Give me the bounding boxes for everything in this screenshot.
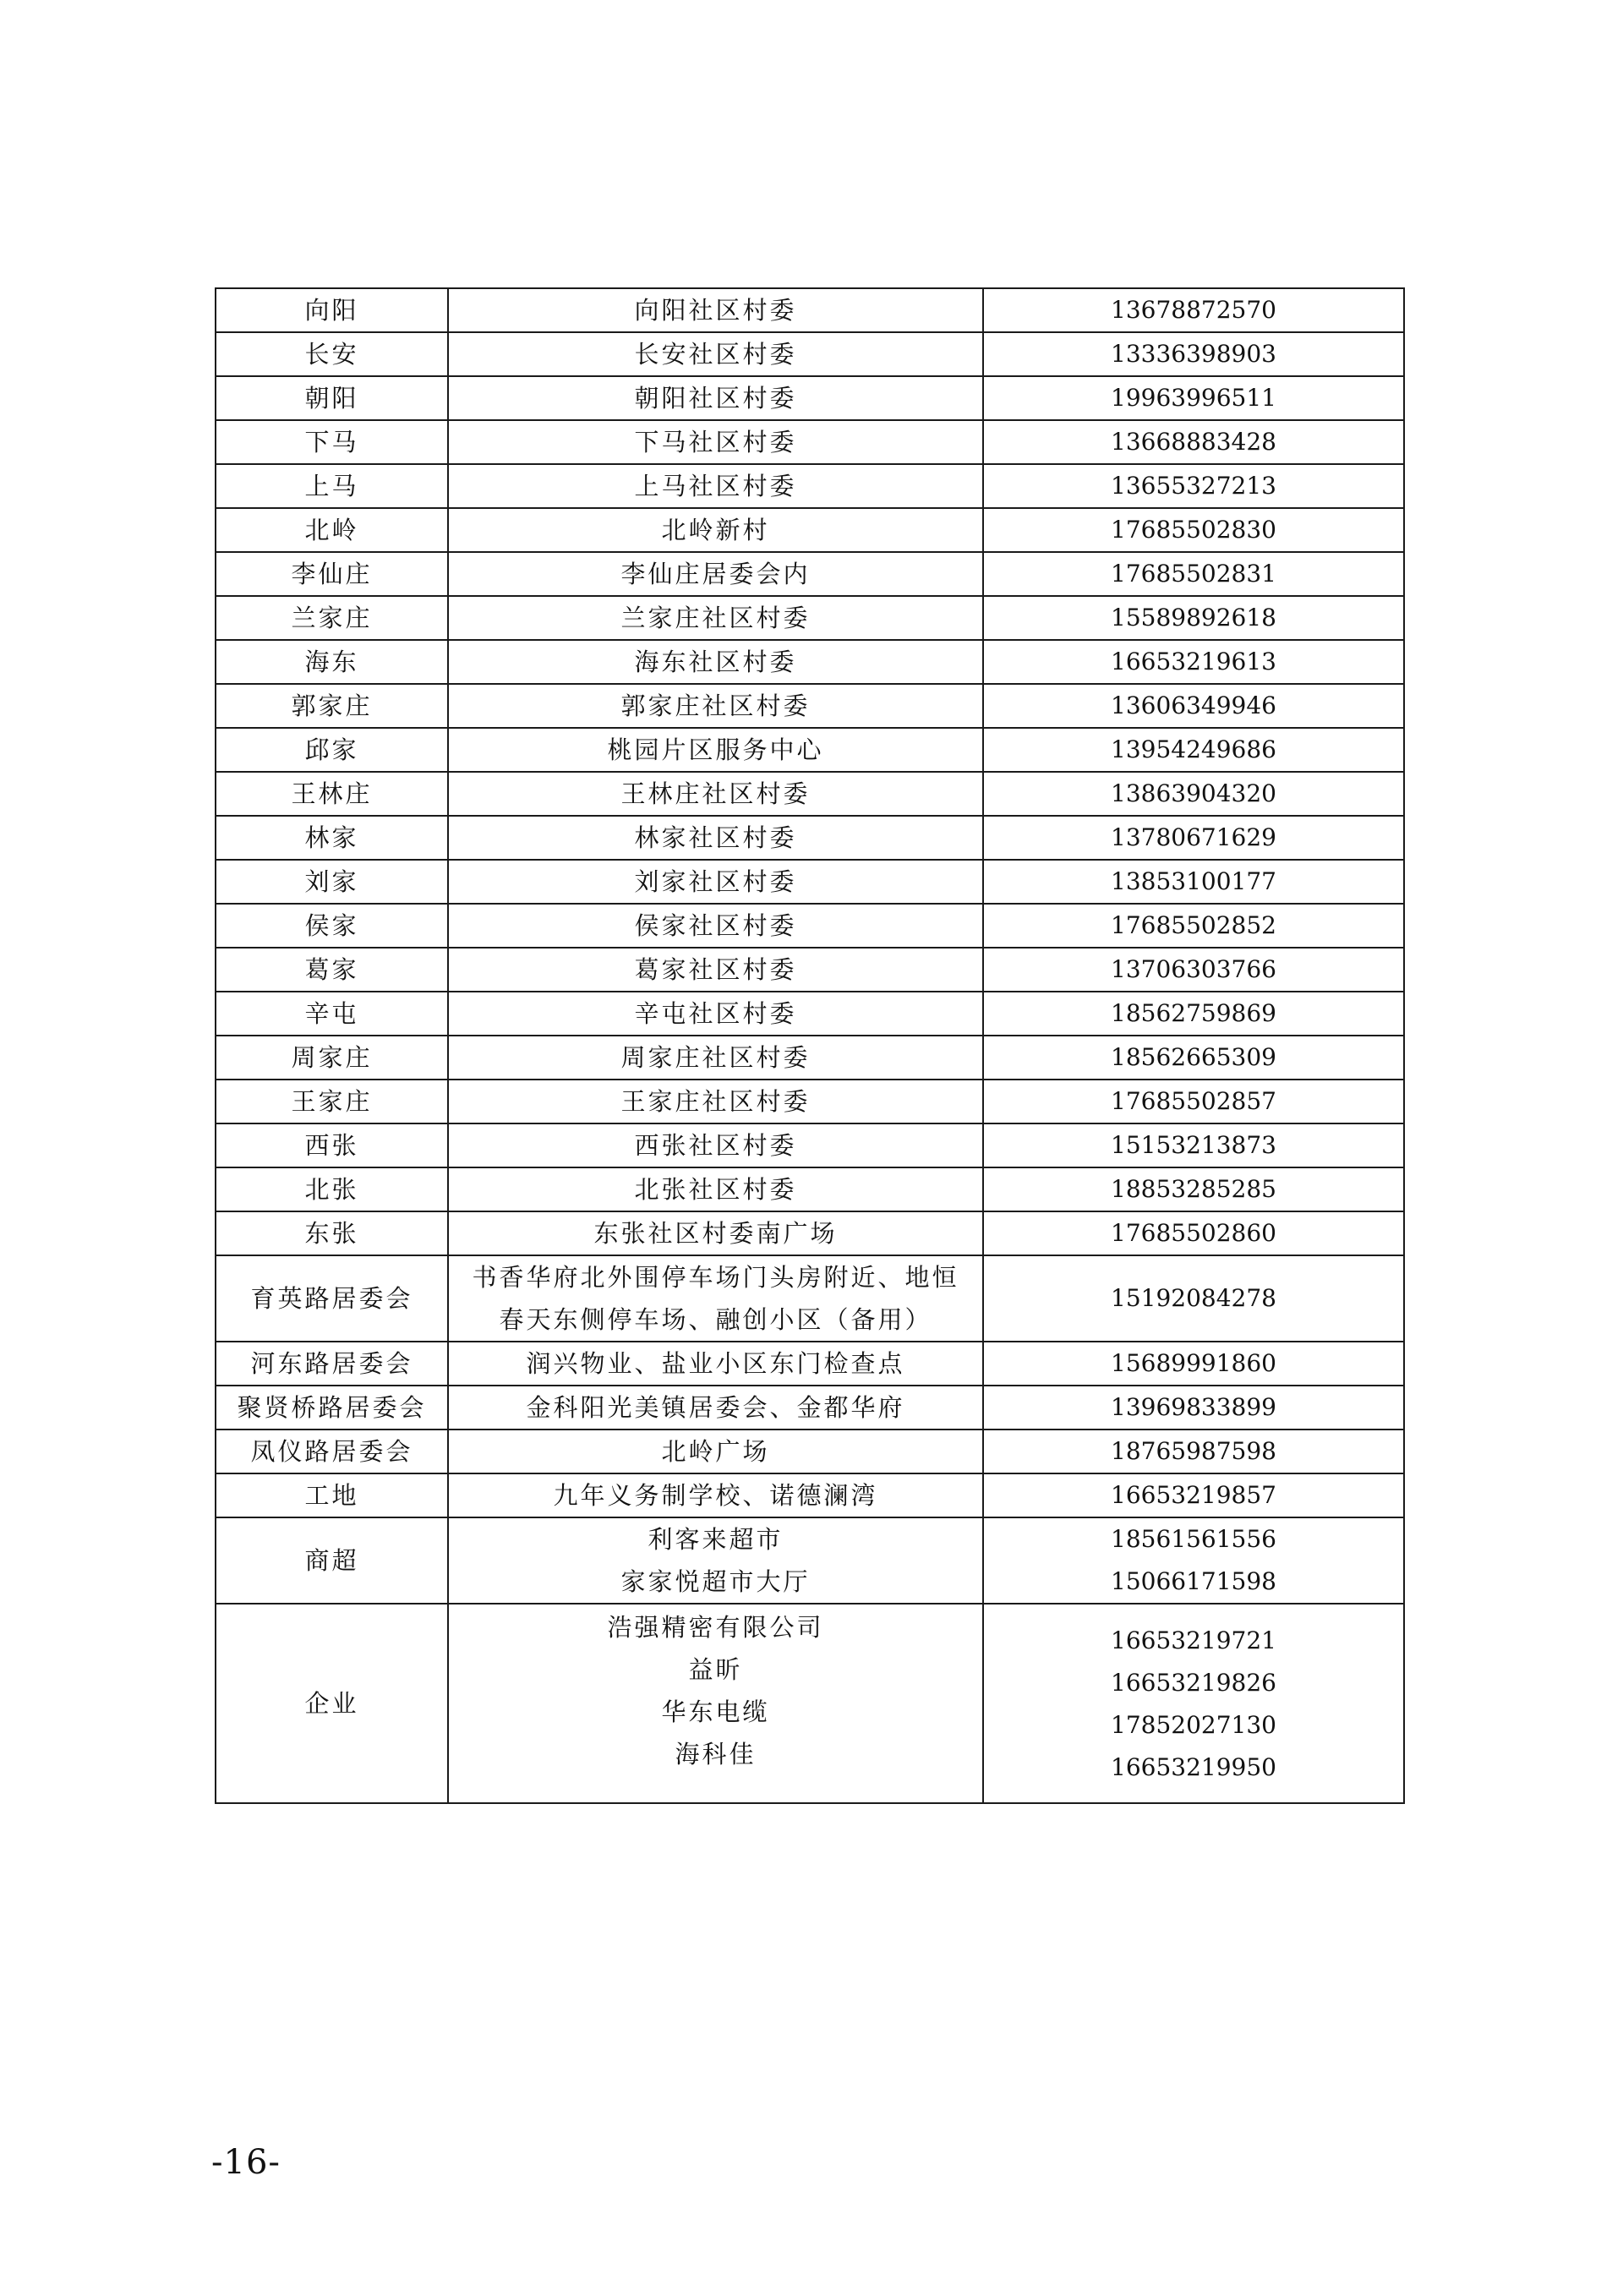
table-row (216, 816, 1404, 860)
table-row (216, 552, 1404, 596)
location-cell: 林家社区村委 (448, 816, 983, 860)
table-row (216, 596, 1404, 640)
location-line: 家家悦超市大厅 (620, 1567, 811, 1596)
area-cell: 长安 (216, 332, 448, 376)
location-cell: 王林庄社区村委 (448, 772, 983, 816)
phone-cell: 13969833899 (983, 1386, 1404, 1430)
page-number: -16- (211, 2143, 281, 2182)
location-cell: 东张社区村委南广场 (448, 1211, 983, 1255)
area-cell: 王林庄 (216, 772, 448, 816)
phone-cell: 17685502852 (983, 904, 1404, 948)
location-cell: 向阳社区村委 (448, 288, 983, 332)
table-row (216, 860, 1404, 904)
area-cell: 东张 (216, 1211, 448, 1255)
phone-cell (983, 1604, 1404, 1803)
location-cell: 北岭广场 (448, 1430, 983, 1473)
area-cell: 郭家庄 (216, 684, 448, 728)
location-cell: 刘家社区村委 (448, 860, 983, 904)
location-line: 海科佳 (675, 1740, 757, 1768)
location-cell: 辛屯社区村委 (448, 992, 983, 1036)
phone-cell: 13954249686 (983, 728, 1404, 772)
area-cell: 北张 (216, 1167, 448, 1211)
phone-cell: 13606349946 (983, 684, 1404, 728)
location-cell: 兰家庄社区村委 (448, 596, 983, 640)
location-cell: 下马社区村委 (448, 420, 983, 464)
location-cell: 李仙庄居委会内 (448, 552, 983, 596)
location-cell (448, 1604, 983, 1803)
phone-line: 15066171598 (1111, 1567, 1276, 1595)
location-cell: 北张社区村委 (448, 1167, 983, 1211)
table-row (216, 948, 1404, 992)
location-cell: 西张社区村委 (448, 1123, 983, 1167)
location-line: 春天东侧停车场、融创小区（备用） (499, 1305, 932, 1334)
table-row (216, 288, 1404, 332)
table-row (216, 1255, 1404, 1342)
location-line: 利客来超市 (648, 1525, 784, 1554)
location-line: 益昕 (688, 1655, 743, 1684)
table-row (216, 1604, 1404, 1803)
location-line: 书香华府北外围停车场门头房附近、地恒 (472, 1263, 959, 1292)
area-cell: 育英路居委会 (216, 1255, 448, 1342)
phone-cell: 19963996511 (983, 376, 1404, 420)
location-cell: 朝阳社区村委 (448, 376, 983, 420)
location-cell: 上马社区村委 (448, 464, 983, 508)
phone-cell: 13863904320 (983, 772, 1404, 816)
area-cell: 海东 (216, 640, 448, 684)
phone-cell: 13780671629 (983, 816, 1404, 860)
phone-cell: 17685502860 (983, 1211, 1404, 1255)
area-cell: 林家 (216, 816, 448, 860)
table-row (216, 1473, 1404, 1517)
table-row (216, 1386, 1404, 1430)
table-row (216, 904, 1404, 948)
table-row (216, 508, 1404, 552)
area-cell: 聚贤桥路居委会 (216, 1386, 448, 1430)
phone-cell: 13336398903 (983, 332, 1404, 376)
location-cell: 侯家社区村委 (448, 904, 983, 948)
table-row (216, 464, 1404, 508)
area-cell: 葛家 (216, 948, 448, 992)
table-row (216, 684, 1404, 728)
phone-cell: 16653219857 (983, 1473, 1404, 1517)
table-row (216, 1342, 1404, 1386)
area-cell: 上马 (216, 464, 448, 508)
table-row (216, 1430, 1404, 1473)
area-cell: 河东路居委会 (216, 1342, 448, 1386)
phone-cell: 13655327213 (983, 464, 1404, 508)
phone-cell: 18853285285 (983, 1167, 1404, 1211)
location-cell: 海东社区村委 (448, 640, 983, 684)
area-cell: 商超 (216, 1517, 448, 1604)
area-cell: 向阳 (216, 288, 448, 332)
location-cell (448, 1517, 983, 1604)
area-cell: 王家庄 (216, 1080, 448, 1123)
table-row (216, 1167, 1404, 1211)
location-cell: 王家庄社区村委 (448, 1080, 983, 1123)
location-cell: 长安社区村委 (448, 332, 983, 376)
phone-line: 17852027130 (1111, 1711, 1276, 1739)
area-cell: 李仙庄 (216, 552, 448, 596)
test-site-table (215, 287, 1405, 1804)
location-cell: 周家庄社区村委 (448, 1036, 983, 1080)
phone-cell: 15192084278 (983, 1255, 1404, 1342)
phone-cell: 13678872570 (983, 288, 1404, 332)
table-row (216, 1080, 1404, 1123)
area-cell: 侯家 (216, 904, 448, 948)
location-cell: 北岭新村 (448, 508, 983, 552)
phone-cell: 15589892618 (983, 596, 1404, 640)
area-cell: 周家庄 (216, 1036, 448, 1080)
area-cell: 工地 (216, 1473, 448, 1517)
phone-cell: 18562759869 (983, 992, 1404, 1036)
area-cell: 邱家 (216, 728, 448, 772)
phone-cell: 18765987598 (983, 1430, 1404, 1473)
location-cell: 葛家社区村委 (448, 948, 983, 992)
phone-line: 18561561556 (1111, 1525, 1276, 1553)
phone-cell: 15153213873 (983, 1123, 1404, 1167)
location-cell: 郭家庄社区村委 (448, 684, 983, 728)
area-cell: 西张 (216, 1123, 448, 1167)
location-line: 华东电缆 (661, 1697, 770, 1726)
phone-line: 16653219721 (1111, 1626, 1276, 1654)
area-cell: 企业 (216, 1604, 448, 1803)
phone-cell: 17685502830 (983, 508, 1404, 552)
area-cell: 兰家庄 (216, 596, 448, 640)
table-row (216, 1517, 1404, 1604)
table-row (216, 772, 1404, 816)
phone-cell (983, 1517, 1404, 1604)
area-cell: 北岭 (216, 508, 448, 552)
area-cell: 刘家 (216, 860, 448, 904)
location-cell: 润兴物业、盐业小区东门检查点 (448, 1342, 983, 1386)
table-row (216, 420, 1404, 464)
phone-line: 16653219950 (1111, 1753, 1276, 1781)
location-cell: 桃园片区服务中心 (448, 728, 983, 772)
phone-cell: 13706303766 (983, 948, 1404, 992)
phone-cell: 13668883428 (983, 420, 1404, 464)
phone-cell: 13853100177 (983, 860, 1404, 904)
table-row (216, 1036, 1404, 1080)
table-row (216, 1211, 1404, 1255)
area-cell: 凤仪路居委会 (216, 1430, 448, 1473)
area-cell: 朝阳 (216, 376, 448, 420)
area-cell: 下马 (216, 420, 448, 464)
location-cell: 九年义务制学校、诺德澜湾 (448, 1473, 983, 1517)
phone-cell: 16653219613 (983, 640, 1404, 684)
phone-line: 16653219826 (1111, 1669, 1276, 1697)
phone-cell: 17685502857 (983, 1080, 1404, 1123)
phone-cell: 18562665309 (983, 1036, 1404, 1080)
phone-cell: 17685502831 (983, 552, 1404, 596)
table-row (216, 376, 1404, 420)
table-row (216, 640, 1404, 684)
location-cell (448, 1255, 983, 1342)
area-cell: 辛屯 (216, 992, 448, 1036)
table-row (216, 992, 1404, 1036)
location-cell: 金科阳光美镇居委会、金都华府 (448, 1386, 983, 1430)
location-line: 浩强精密有限公司 (607, 1613, 824, 1642)
phone-cell: 15689991860 (983, 1342, 1404, 1386)
table-row (216, 728, 1404, 772)
table-row (216, 1123, 1404, 1167)
table-row (216, 332, 1404, 376)
